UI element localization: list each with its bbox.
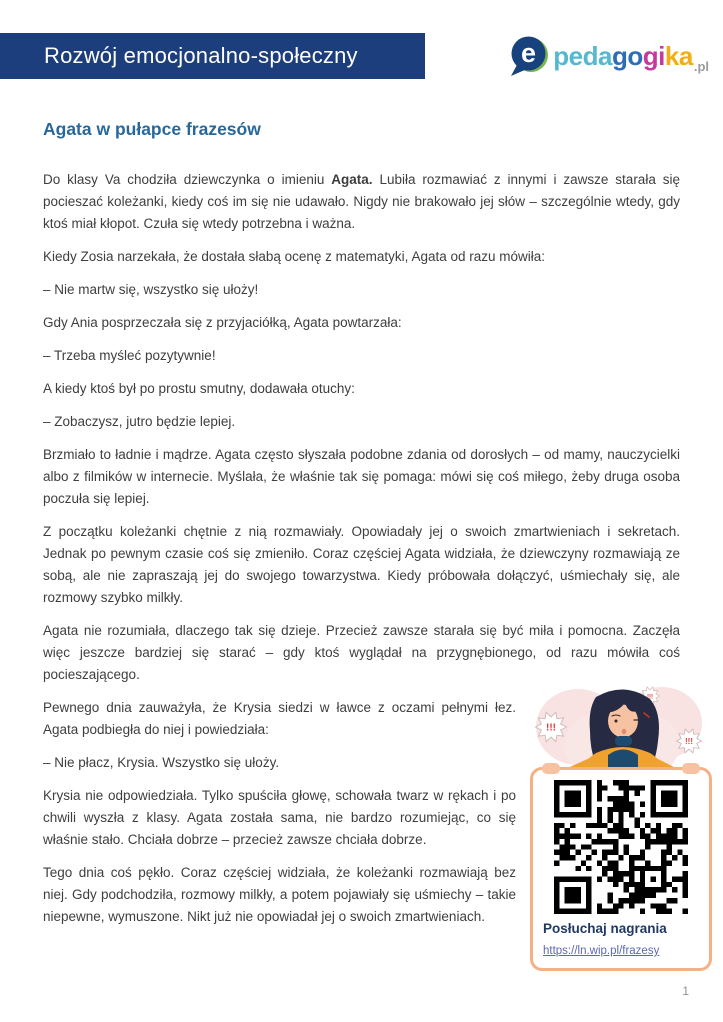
paragraph: A kiedy ktoś był po prostu smutny, dodawała otuchy: [43,381,355,396]
qr-link[interactable]: https://ln.wip.pl/frazesy [543,945,660,957]
logo-suffix: .pl [693,59,709,74]
page-number: 1 [682,984,689,998]
header [0,33,723,79]
header-bar [0,33,425,79]
paragraph: Tego dnia coś pękło. Coraz częściej widziała, że koleżanki rozmawiają bez niej. Gdy podchodziła, rozmowy milkły, a potem pojawiały się uśmiechy – takie niepewne, wymuszone. Nikt już nie opowiadał jej o swoich zmartwieniach. [43,865,516,924]
paragraph: Pewnego dnia zauważyła, że Krysia siedzi w ławce z oczami pełnymi łez. Agata podbiegła do niej i powiedziała: [43,700,516,737]
svg-text:e: e [521,38,537,68]
paragraph: – Nie martw się, wszystko się ułoży! [43,282,259,297]
paragraph: Krysia nie odpowiedziała. Tylko spuściła głowę, schowała twarz w rękach i po chwili wyszła z klasy. Agata została sama, nie bardzo rozumiejąc, co się właśnie stało. Chciała dobrze – przecież zawsze chciała dobrze. [43,788,516,847]
epedagogika-logo [508,33,709,79]
paragraph: – Nie płacz, Krysia. Wszystko się ułoży. [43,755,280,770]
right-hand-icon [682,763,700,774]
listen-figure [530,683,712,971]
logo-e-icon [508,33,550,79]
qr-caption: Posłuchaj nagrania [543,921,667,936]
paragraph: Agata nie rozumiała, dlaczego tak się dzieje. Przecież zawsze starała się być miła i pomocna. Zaczęła więc jeszcze bardziej się starać – gdy ktoś wyglądał na przygnębionego, od razu mówiła coś pocieszającego. [43,623,680,682]
paragraph: – Zobaczysz, jutro będzie lepiej. [43,414,236,429]
qr-sign [530,767,712,971]
article [0,79,723,971]
qr-code [554,780,688,914]
article-title: Agata w pułapce frazesów [43,119,261,139]
paragraph: Brzmiało to ładnie i mądrze. Agata często słyszała podobne zdania od dorosłych – od mamy, nauczycielki albo z filmików w internecie. Myślała, że właśnie tak się pomaga: mówi się coś miłego, żeby druga osoba poczuła się lepiej. [43,447,680,506]
paragraph: Z początku koleżanki chętnie z nią rozmawiały. Opowiadały jej o swoich zmartwieniach i sekretach. Jednak po pewnym czasie coś się zmieniło. Coraz częściej Agata widziała, że dziewczyny rozmawiają ze sobą, ale nie zapraszają jej do swojego towarzystwa. Kiedy próbowała dołączyć, uśmiechały się, ale rozmowy szybko milkły. [43,524,680,605]
article-body-narrow-wrap [43,693,693,957]
logo-wordmark: pedagogika [553,41,693,71]
paragraph: – Trzeba myśleć pozytywnie! [43,348,216,363]
exclamation-burst: !!! [685,737,693,746]
paragraph: Kiedy Zosia narzekała, że dostała słabą ocenę z matematyki, Agata od razu mówiła: [43,249,546,264]
article-body-wide [43,169,680,686]
exclamation-burst: !!! [546,722,556,734]
paragraph: Do klasy Va chodziła dziewczynka o imieniu Agata. Lubiła rozmawiać z innymi i zawsze starała się pocieszać koleżanki, kiedy coś im się nie udawało. Nigdy nie brakowało jej słów – szczególnie wtedy, gdy ktoś miał kłopot. Czuła się wtedy potrzebna i ważna. [43,172,680,231]
paragraph: Gdy Ania posprzeczała się z przyjaciółką, Agata powtarzała: [43,315,402,330]
exclamation-burst: !!! [646,693,654,701]
left-hand-icon [542,763,560,774]
header-title: Rozwój emocjonalno-społeczny [44,43,358,68]
